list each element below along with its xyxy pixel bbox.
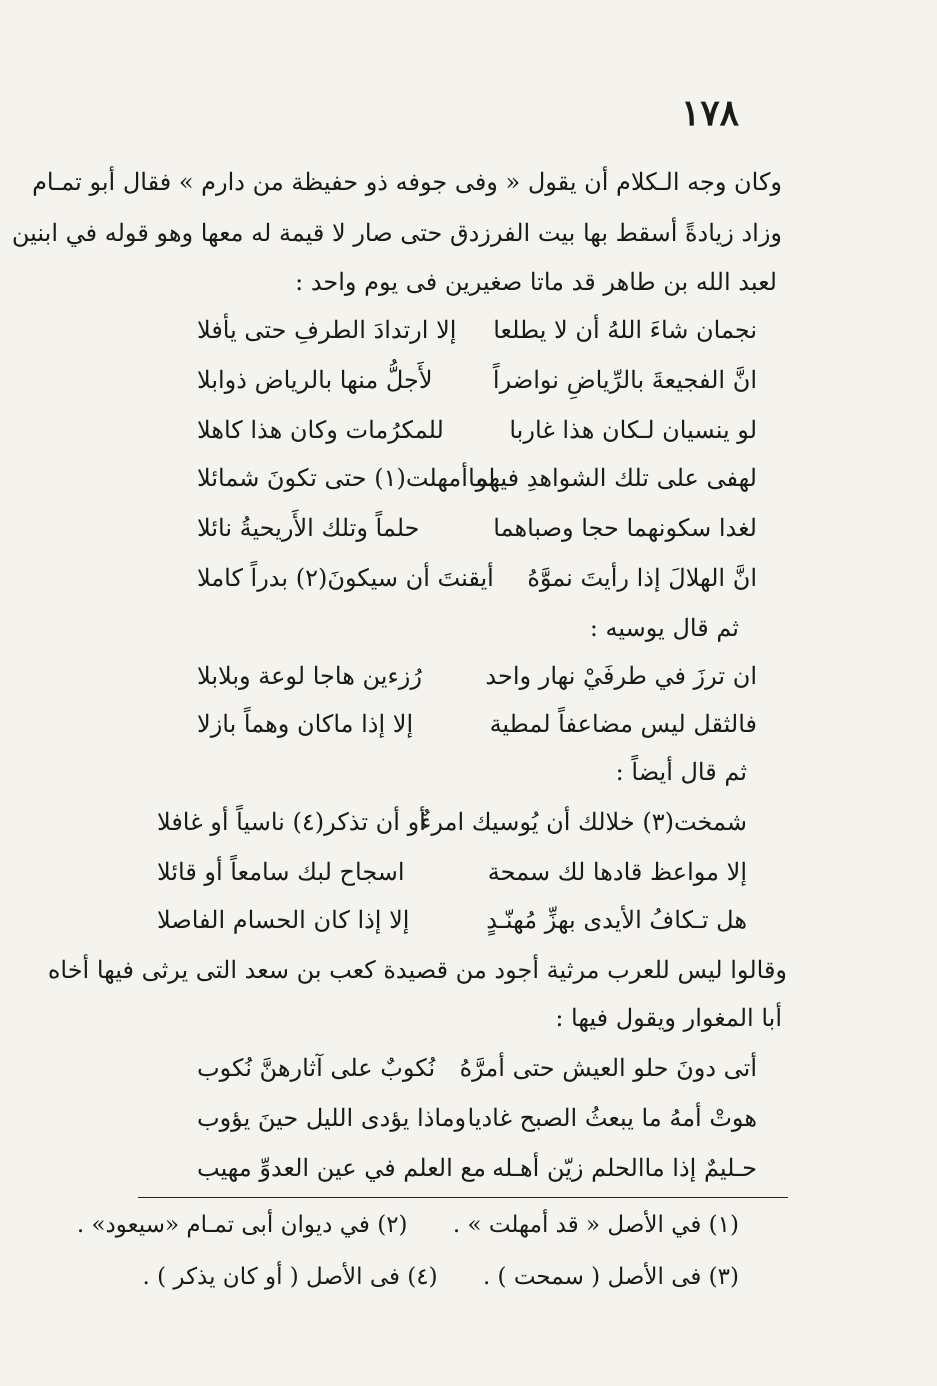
verse-first-hemistich: لغدا سكونهما حجا وصباهما	[493, 514, 757, 542]
verse-row	[197, 564, 757, 604]
footnote-2: (٢) في ديوان أبى تمـام «سيعود» .	[76, 1212, 408, 1238]
footnote-4: (٤) فى الأصل ( أو كان يذكر ) .	[142, 1264, 438, 1290]
footnote-line	[76, 1212, 739, 1238]
verse-second-hemistich: لو أمهلت(١) حتى تكونَ شمائلا	[197, 464, 496, 492]
verse-first-hemistich: هل تـكافُ الأيدى بهزِّ مُهنّـدٍ	[486, 906, 747, 934]
prose-line: أبا المغوار ويقول فيها :	[555, 1004, 782, 1032]
verse-first-hemistich: انَّ الفجيعةَ بالرِّياضِ نواضراً	[492, 366, 757, 394]
verse-row	[197, 316, 757, 356]
verse-row	[197, 662, 757, 702]
verse-row	[197, 1054, 757, 1094]
footnote-divider	[138, 1197, 788, 1198]
verse-second-hemistich: وماذا يؤدى الليل حينَ يؤوب	[197, 1104, 467, 1132]
verse-second-hemistich: أو أن تذكر(٤) ناسياً أو غافلا	[157, 808, 426, 836]
prose-line: وقالوا ليس للعرب مرثية أجود من قصيدة كعب بن سعد التى يرثى فيها أخاه	[47, 956, 787, 984]
verse-row	[197, 514, 757, 554]
verse-row	[157, 858, 747, 898]
verse-first-hemistich: نجمان شاءَ اللهُ أن لا يطلعا	[493, 316, 757, 344]
verse-second-hemistich: حلماً وتلك الأَريحيةُ نائلا	[197, 514, 420, 542]
verse-second-hemistich: لأَجلُّ منها بالرياض ذوابلا	[197, 366, 433, 394]
verse-second-hemistich: رُزءين هاجا لوعة وبلابلا	[197, 662, 422, 690]
verse-second-hemistich: مع العلم في عين العدوِّ مهيب	[197, 1154, 487, 1182]
verse-second-hemistich: إلا إذا كان الحسام الفاصلا	[157, 906, 410, 934]
page-number: ١٧٨	[680, 92, 739, 134]
verse-row	[197, 416, 757, 456]
verse-row	[197, 1104, 757, 1144]
verse-row	[157, 906, 747, 946]
footnote-line	[139, 1264, 739, 1290]
intro-line-2: وزاد زيادةً أسقط بها بيت الفرزدق حتى صار لا قيمة له معها وهو قوله في ابنين	[11, 219, 782, 247]
verse-first-hemistich: أتى دونَ حلو العيش حتى أمرَّهُ	[459, 1054, 757, 1082]
footnote-3: (٣) فى الأصل ( سمحت ) .	[482, 1264, 739, 1290]
verse-row	[197, 710, 757, 750]
verse-row	[157, 808, 747, 848]
verse-first-hemistich: ان ترزَ في طرفَيْ نهار واحد	[485, 662, 757, 690]
verse-first-hemistich: شمخت(٣) خلالك أن يُوسيك امرءٌ	[420, 808, 747, 836]
verse-first-hemistich: إلا مواعظ قادها لك سمحة	[487, 858, 747, 886]
verse-second-hemistich: للمكرُمات وكان هذا كاهلا	[197, 416, 444, 444]
verse-second-hemistich: أيقنتَ أن سيكونَ(٢) بدراً كاملا	[197, 564, 494, 592]
verse-row	[197, 366, 757, 406]
section-heading: ثم قال أيضاً :	[615, 758, 747, 786]
intro-line-1: وكان وجه الـكلام أن يقول « وفى جوفه ذو حفيظة من دارم » فقال أبو تمـام	[32, 168, 782, 196]
verse-first-hemistich: انَّ الهلالَ إذا رأيتَ نموَّهُ	[527, 564, 757, 592]
verse-first-hemistich: هوتْ أمهُ ما يبعثُ الصبح غاديا	[467, 1104, 757, 1132]
intro-line-3: لعبد الله بن طاهر قد ماتا صغيرين فى يوم واحد :	[295, 268, 777, 296]
verse-first-hemistich: لهفى على تلك الشواهدِ فيهما	[468, 464, 757, 492]
verse-second-hemistich: إلا ارتدادَ الطرفِ حتى يأفلا	[197, 316, 457, 344]
verse-second-hemistich: إلا إذا ماكان وهماً بازلا	[197, 710, 414, 738]
verse-first-hemistich: فالثقل ليس مضاعفاً لمطية	[489, 710, 757, 738]
verse-first-hemistich: حـليمٌ إذا ماالحلم زيّن أهـله	[492, 1154, 757, 1182]
verse-row	[197, 1154, 757, 1194]
verse-first-hemistich: لو ينسيان لـكان هذا غاربا	[509, 416, 757, 444]
verse-second-hemistich: اسجاح لبك سامعاً أو قائلا	[157, 858, 405, 886]
verse-row	[197, 464, 757, 504]
footnote-1: (١) في الأصل « قد أمهلت » .	[452, 1212, 739, 1238]
verse-second-hemistich: نُكوبٌ على آثارهنَّ نُكوب	[197, 1054, 436, 1082]
section-heading: ثم قال يوسيه :	[589, 614, 739, 642]
